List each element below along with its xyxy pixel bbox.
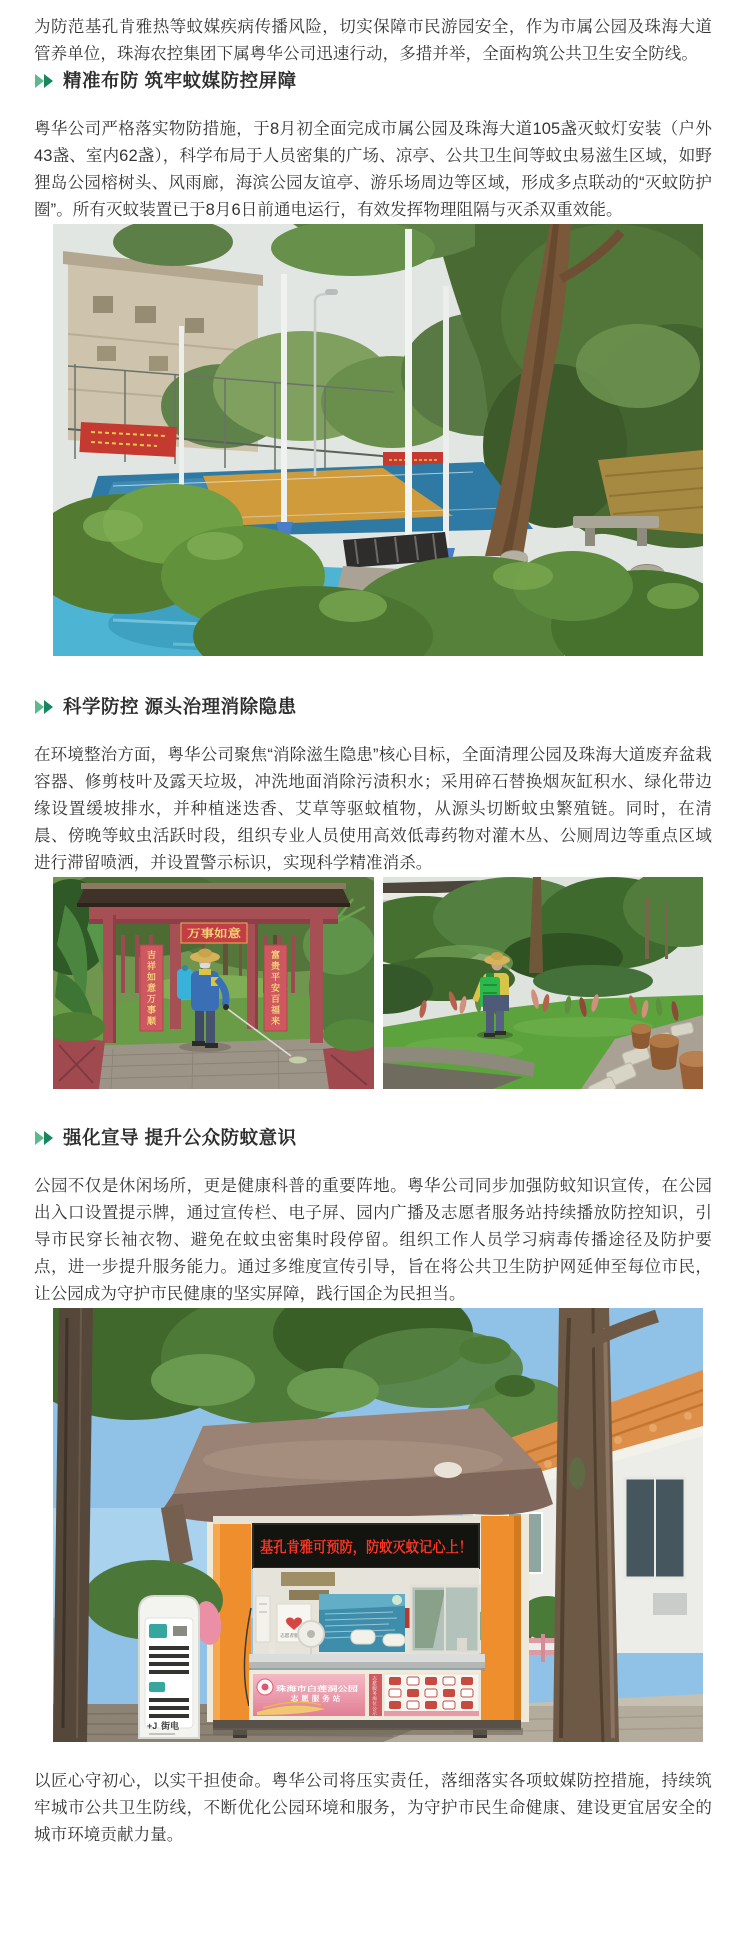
led-sign bbox=[253, 1524, 501, 1568]
powerbank-station bbox=[139, 1596, 199, 1738]
double-arrow-icon bbox=[34, 73, 55, 89]
duty-board-title: 志愿服务岗位公示 bbox=[372, 1676, 378, 1716]
plaque-sign bbox=[181, 923, 247, 943]
section-heading-3 bbox=[34, 1125, 712, 1151]
intro-paragraph: 为防范基孔肯雅热等蚊媒疾病传播风险，切实保障市民游园安全，作为市属公园及珠海大道管养单位，珠海农控集团下属粤华公司迅速行动，多措并举，全面构筑公共卫生安全防线。 bbox=[34, 18, 712, 63]
section-heading-1 bbox=[34, 68, 712, 94]
section-1-paragraph: 粤华公司严格落实物防措施，于8月初全面完成市属公园及珠海大道105盏灭蚊灯安装（户外43盏、室内62盏），科学布局于人员密集的广场、凉亭、公共卫生间等蚊虫易滋生区域，如野狸岛公园榕树头、风雨廊，海滨公园友谊亭、游乐场周边等区域，形成多点联动的“灭蚊防护圈”。所有灭蚊装置已于8月6日前通电运行，有效发挥物理阻隔与灭杀双重效能。 bbox=[34, 120, 712, 219]
led-sign-text: 基孔肯雅可预防，防蚊灭蚊记心上！ bbox=[260, 1539, 501, 1556]
sanitizer-bottle bbox=[269, 1642, 275, 1654]
chair bbox=[351, 1630, 375, 1644]
kiosk bbox=[161, 1408, 553, 1738]
section-title: 精准布防 筑牢蚊媒防控屏障 bbox=[63, 70, 297, 91]
photo-row bbox=[53, 877, 703, 1089]
left-tree-trunk bbox=[53, 1308, 93, 1742]
section-title: 强化宣导 提升公众防蚊意识 bbox=[63, 1127, 297, 1148]
banner-subtitle-text: 志愿服务站 bbox=[290, 1694, 344, 1703]
powerbank-brand-text: 街电 bbox=[161, 1721, 180, 1731]
banner-title-text: 珠海市白莲洞公园 bbox=[276, 1686, 332, 1693]
kiosk-interior bbox=[253, 1568, 479, 1656]
closing-paragraph: 以匠心守初心，以实干担使命。粤华公司将压实责任，落细落实各项蚊媒防控措施，持续筑牢城市公共卫生防线，不断优化公园环境和服务，为守护市民生命健康、建设更宜居安全的城市环境贡献力量。 bbox=[34, 1772, 712, 1844]
kettle bbox=[457, 1638, 467, 1652]
kiosk-shadow bbox=[213, 1728, 523, 1735]
photo-volunteer-kiosk[interactable] bbox=[53, 1308, 703, 1742]
powerbank-mark: +J bbox=[147, 1721, 158, 1731]
front-panels bbox=[249, 1670, 481, 1720]
photo-garden-spraying[interactable] bbox=[383, 877, 703, 1089]
couplet-right-text: 富贵平安百福来 bbox=[270, 950, 280, 1027]
duty-board-panel bbox=[369, 1674, 479, 1717]
double-arrow-icon bbox=[34, 699, 55, 715]
section-heading-2 bbox=[34, 694, 712, 720]
couplet-left-text: 吉祥如意万事顺 bbox=[146, 950, 156, 1027]
pink-service-banner bbox=[253, 1674, 365, 1716]
heart-sign-text: 志愿者服务站 bbox=[280, 1633, 307, 1638]
photo-park-mosquito-lamps[interactable] bbox=[53, 224, 703, 656]
plaque-text: 万事如意 bbox=[187, 928, 231, 940]
photo-pavilion-spraying[interactable] bbox=[53, 877, 374, 1089]
section-3-paragraph: 公园不仅是休闲场所，更是健康科普的重要阵地。粤华公司同步加强防蚊知识宣传，在公园出入口设置提示牌，通过宣传栏、电子屏、园内广播及志愿者服务站持续播放防控知识，引导市民穿长袖衣物、避免在蚊虫密集时段停留。组织工作人员学习病毒传播途径及防护要点，进一步提升服务能力。通过多维度宣传引导，旨在将公共卫生防护网延伸至每位市民，让公园成为守护市民健康的坚实屏障，践行国企为民担当。 bbox=[34, 1177, 712, 1303]
section-title: 科学防控 源头治理消除隐患 bbox=[63, 696, 297, 717]
section-2-paragraph: 在环境整治方面，粤华公司聚焦“消除滋生隐患”核心目标，全面清理公园及珠海大道废弃盆栽容器、修剪枝叶及露天垃圾，冲洗地面消除污渍积水；采用碎石替换烟灰缸积水、绿化带边缘设置缓坡排水，并种植迷迭香、艾草等驱蚊植物，从源头切断蚊虫繁殖链。同时，在清晨、傍晚等蚊虫活跃时段，组织专业人员使用高效低毒药物对灌木丛、公厕周边等重点区域进行滞留喷洒，并设置警示标识，实现科学精准消杀。 bbox=[34, 746, 712, 872]
window bbox=[411, 1586, 479, 1652]
chair bbox=[383, 1634, 405, 1646]
double-arrow-icon bbox=[34, 1130, 55, 1146]
